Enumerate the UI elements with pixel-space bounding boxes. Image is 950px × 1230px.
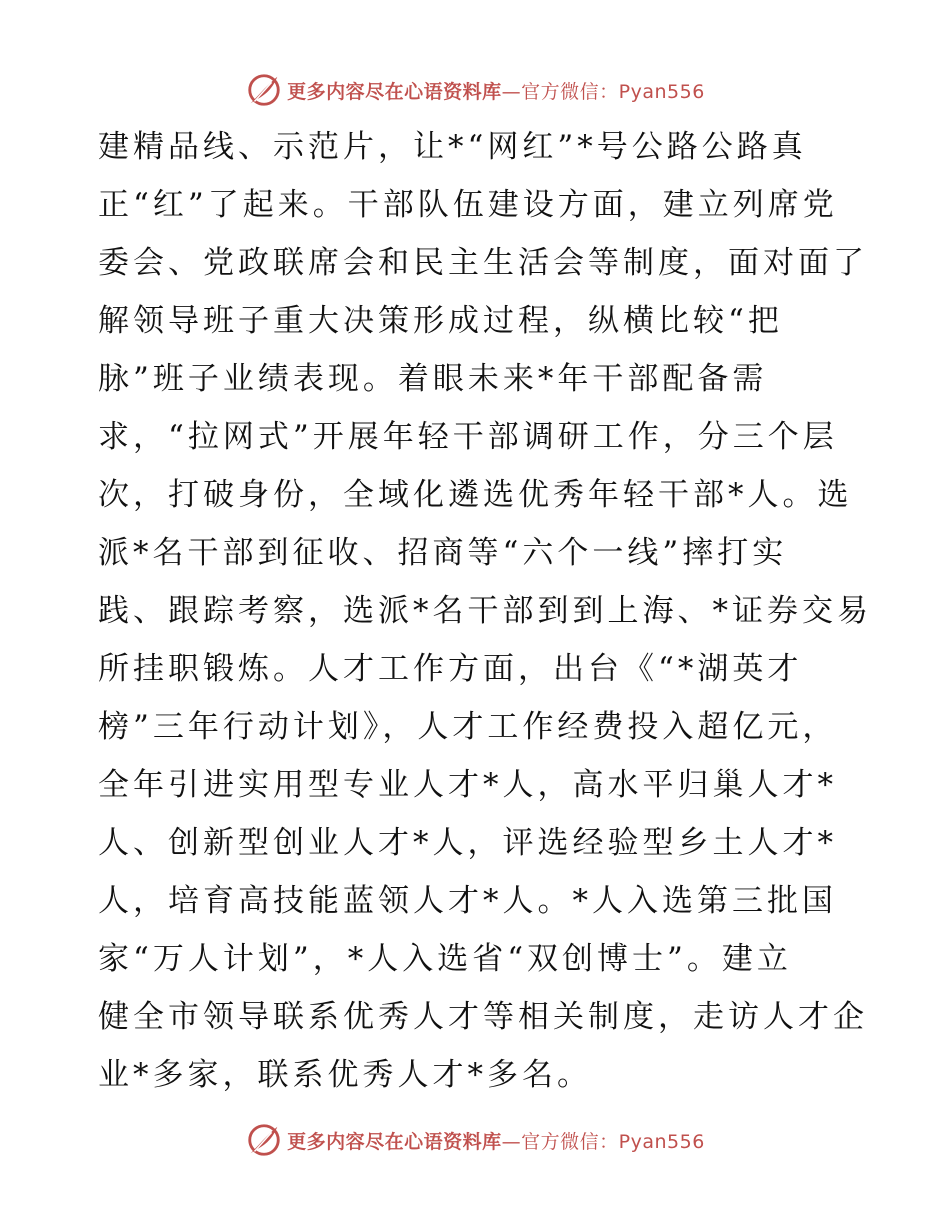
- quill-logo-icon: [245, 1121, 283, 1159]
- document-body: [98, 118, 872, 1104]
- watermark-separator: —: [501, 1130, 522, 1153]
- quill-logo-icon: [245, 71, 283, 109]
- watermark-rest: 官方微信：Pyan556: [521, 1130, 705, 1153]
- watermark-rest: 官方微信：Pyan556: [521, 80, 705, 103]
- body-line: 建精品线、示范片，让*“网红”*号公路公路真: [98, 129, 807, 165]
- body-line: 践、跟踪考察，选派*名干部到到上海、*证券交易: [98, 593, 872, 629]
- body-line: 业*多家，联系优秀人才*多名。: [98, 1057, 592, 1093]
- body-line: 求，“拉网式”开展年轻干部调研工作，分三个层: [98, 419, 838, 455]
- body-line: 解领导班子重大决策形成过程，纵横比较“把: [98, 303, 783, 339]
- body-line: 派*名干部到征收、招商等“六个一线”摔打实: [98, 535, 788, 571]
- watermark-text: [287, 77, 705, 104]
- body-line: 脉”班子业绩表现。着眼未来*年干部配备需: [98, 361, 768, 397]
- body-line: 正“红”了起来。干部队伍建设方面，建立列席党: [98, 187, 838, 223]
- body-line: 所挂职锻炼。人才工作方面，出台《“*湖英才: [98, 651, 803, 687]
- footer-watermark: [0, 1120, 950, 1160]
- header-watermark: [0, 70, 950, 110]
- body-line: 人、创新型创业人才*人，评选经验型乡土人才*: [98, 825, 837, 861]
- watermark-lead: 更多内容尽在心语资料库: [287, 80, 502, 103]
- body-line: 榜”三年行动计划》，人才工作经费投入超亿元，: [98, 709, 838, 745]
- watermark-lead: 更多内容尽在心语资料库: [287, 1130, 502, 1153]
- body-line: 健全市领导联系优秀人才等相关制度，走访人才企: [98, 999, 868, 1035]
- body-line: 家“万人计划”，*人入选省“双创博士”。建立: [98, 941, 792, 977]
- body-line: 全年引进实用型专业人才*人，高水平归巢人才*: [98, 767, 837, 803]
- body-line: 委会、党政联席会和民主生活会等制度，面对面了: [98, 245, 868, 281]
- body-line: 次，打破身份，全域化遴选优秀年轻干部*人。选: [98, 477, 853, 513]
- watermark-separator: —: [501, 80, 522, 103]
- body-line: 人，培育高技能蓝领人才*人。*人入选第三批国: [98, 883, 837, 919]
- watermark-text: [287, 1127, 705, 1154]
